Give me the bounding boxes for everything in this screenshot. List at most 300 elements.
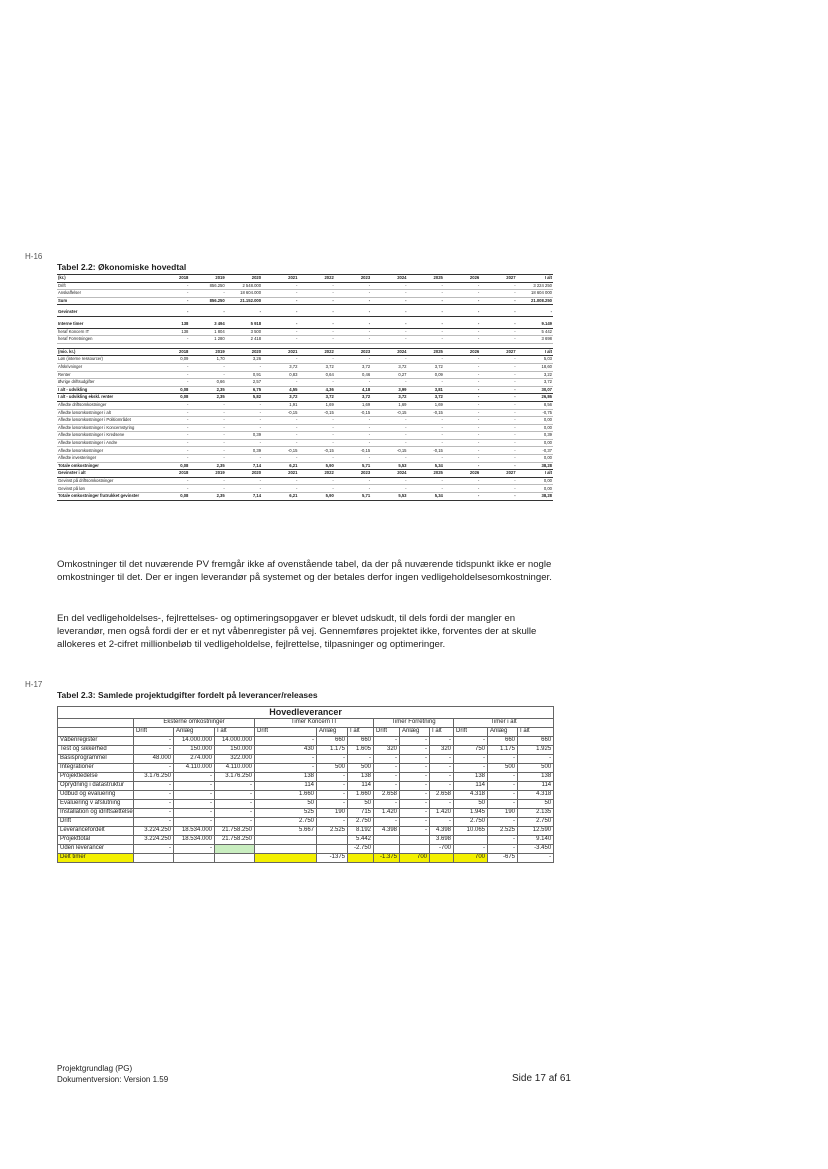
table-cell: 3,72 (408, 394, 444, 402)
table-cell: - (174, 845, 215, 854)
table-cell: 2020 (226, 275, 262, 283)
table-cell: - (480, 356, 516, 364)
table-row (57, 455, 553, 463)
table-cell: -0,15 (262, 447, 298, 455)
table-cell: - (262, 309, 298, 316)
table-cell: - (517, 309, 553, 316)
table-cell: 660 (488, 737, 518, 746)
table-cell: - (298, 290, 334, 298)
table-cell: 0,09 (153, 356, 189, 364)
table-cell: 1 804 (189, 328, 225, 336)
table-row (57, 371, 553, 379)
table-cell: - (335, 417, 371, 425)
table-cell: 2021 (262, 275, 298, 283)
table-cell (215, 845, 255, 854)
table-cell: - (174, 818, 215, 827)
table-cell: 1,69 (335, 401, 371, 409)
table-cell: 5,90 (298, 462, 334, 470)
table-cell: - (262, 439, 298, 447)
table-cell: - (189, 455, 225, 463)
table-cell: - (400, 755, 430, 764)
table-cell: - (174, 809, 215, 818)
table-cell: - (262, 455, 298, 463)
table-cell: - (335, 424, 371, 432)
table-cell: 2.525 (488, 827, 518, 836)
table-row (57, 447, 553, 455)
table-cell: - (335, 290, 371, 298)
column-header: I alt (348, 728, 374, 737)
row-label: (mio. kr.) (57, 348, 153, 356)
table-cell: 2.750 (348, 818, 374, 827)
table-cell: 138 (454, 773, 488, 782)
table-cell: - (488, 845, 518, 854)
table-cell: 18.534.000 (174, 827, 215, 836)
table-cell: - (262, 477, 298, 485)
table-cell: 18.534.000 (174, 836, 215, 845)
table-cell: - (480, 439, 516, 447)
table-cell: - (371, 485, 407, 493)
table-cell: - (298, 424, 334, 432)
corner-cell (58, 728, 134, 737)
table-cell: - (335, 309, 371, 316)
table-cell: 2.750 (255, 818, 317, 827)
table-cell: 2024 (371, 275, 407, 283)
table-cell (374, 845, 400, 854)
table-cell: 21.758.250 (215, 836, 255, 845)
table-row (57, 470, 553, 478)
table-cell: - (480, 462, 516, 470)
table-cell: 3,81 (408, 386, 444, 394)
table-cell: - (174, 782, 215, 791)
table-cell: - (189, 371, 225, 379)
table-cell: 114 (518, 782, 554, 791)
table-cell: - (374, 800, 400, 809)
table-row (57, 309, 553, 316)
table-cell: I alt (517, 275, 553, 283)
table-cell: 2018 (153, 348, 189, 356)
footer-version: Dokumentversion: Version 1.59 (57, 1075, 169, 1084)
table-cell: 2.135 (518, 809, 554, 818)
table-cell: - (430, 773, 454, 782)
table-cell: 2020 (226, 470, 262, 478)
row-label: I alt - udvikling (57, 386, 153, 394)
table-cell: 500 (518, 764, 554, 773)
table-cell: 2025 (408, 470, 444, 478)
table-cell: - (215, 791, 255, 800)
table-cell: - (335, 321, 371, 328)
table-cell: -0,15 (335, 409, 371, 417)
table-cell: - (255, 755, 317, 764)
table-cell: - (488, 782, 518, 791)
table-cell: 2018 (153, 275, 189, 283)
table-cell: 2022 (298, 275, 334, 283)
row-label: Gevinster i alt (57, 470, 153, 478)
table-cell: -0,75 (517, 409, 553, 417)
table-row (58, 827, 554, 836)
table-cell: 0,08 (153, 493, 189, 501)
table-cell: -675 (488, 854, 518, 863)
row-label: Afledte lønomkostninger (57, 447, 153, 455)
row-label: Afledte lønomkostninger i Kredsene (57, 432, 153, 440)
table-cell: - (153, 297, 189, 305)
table-cell: - (488, 818, 518, 827)
table-cell (348, 854, 374, 863)
table-cell: - (480, 290, 516, 298)
table-cell (255, 854, 317, 863)
table-cell: -0,37 (517, 447, 553, 455)
table-cell: - (430, 818, 454, 827)
table-cell: - (153, 379, 189, 387)
table-cell: 3,72 (262, 394, 298, 402)
table-cell: 18 604.000 (226, 290, 262, 298)
table-cell: - (215, 800, 255, 809)
table-cell: - (298, 417, 334, 425)
table-cell: 1.925 (518, 746, 554, 755)
table-cell: - (488, 800, 518, 809)
table-cell: - (298, 297, 334, 305)
table-row (57, 493, 553, 501)
table-cell: 48.000 (134, 755, 174, 764)
table-cell: 50 (454, 800, 488, 809)
table-cell: - (480, 371, 516, 379)
table-cell: 500 (488, 764, 518, 773)
table-cell: 18 604 000 (517, 290, 553, 298)
table-cell: - (408, 379, 444, 387)
table-cell: - (298, 356, 334, 364)
table-cell: 2.750 (454, 818, 488, 827)
table-cell: 3.224.250 (134, 836, 174, 845)
table-cell: - (444, 447, 480, 455)
table-cell: - (134, 809, 174, 818)
table-cell: - (444, 455, 480, 463)
table-row (57, 290, 553, 298)
table-cell: - (371, 417, 407, 425)
table-cell: -0,15 (371, 447, 407, 455)
table-cell: 2025 (408, 275, 444, 283)
table-cell: -0,15 (408, 447, 444, 455)
table-cell: - (430, 782, 454, 791)
table-cell: 700 (454, 854, 488, 863)
row-label: Interne timer (57, 321, 153, 328)
table-cell: 9.149 (517, 321, 553, 328)
table-cell: 1.175 (488, 746, 518, 755)
table-row (57, 424, 553, 432)
table-cell: I alt (517, 470, 553, 478)
table-cell: 1.660 (255, 791, 317, 800)
table-cell: 18,60 (517, 363, 553, 371)
table-cell: - (226, 363, 262, 371)
row-label: Basisprogrammel (58, 755, 134, 764)
table-row (58, 800, 554, 809)
table-cell: 190 (488, 809, 518, 818)
table-cell: - (255, 764, 317, 773)
row-label: Evaluering v afslutning (58, 800, 134, 809)
table-cell: 4.398 (374, 827, 400, 836)
table-cell: - (480, 321, 516, 328)
table-cell: - (444, 462, 480, 470)
table-row (57, 321, 553, 328)
table-cell: - (454, 755, 488, 764)
table-cell: 500 (348, 764, 374, 773)
table-cell: - (153, 290, 189, 298)
column-header: Drift (255, 728, 317, 737)
table-cell: 150.000 (215, 746, 255, 755)
table-cell: 2023 (335, 275, 371, 283)
column-header: Drift (454, 728, 488, 737)
table-cell: - (189, 447, 225, 455)
table-cell: 2019 (189, 348, 225, 356)
table-cell: - (255, 737, 317, 746)
table-cell: - (371, 477, 407, 485)
table-cell: 1,69 (408, 401, 444, 409)
table-cell: 1.420 (430, 809, 454, 818)
row-label: Drift (57, 282, 153, 290)
table-cell: 3,72 (517, 379, 553, 387)
table-cell: - (408, 455, 444, 463)
table-cell: - (189, 401, 225, 409)
row-label: Afledte investeringer (57, 455, 153, 463)
table-cell: - (298, 309, 334, 316)
table-cell: - (408, 282, 444, 290)
table-row (57, 328, 553, 336)
table-cell: 274.000 (174, 755, 215, 764)
corner-cell (58, 719, 134, 728)
row-label: Løn (interne ressourcer) (57, 356, 153, 364)
table-cell: 5,71 (335, 493, 371, 501)
table-caption: Tabel 2.3: Samlede projektudgifter fordelt på leverancer/releases (57, 690, 318, 700)
row-label: Delt timer (58, 854, 134, 863)
table-cell: - (444, 309, 480, 316)
table-cell: - (374, 737, 400, 746)
table-cell: 2023 (335, 348, 371, 356)
table-cell: -0,15 (298, 447, 334, 455)
table-cell: - (444, 432, 480, 440)
table-cell: - (134, 800, 174, 809)
table-cell: 138 (153, 328, 189, 336)
table-cell: - (371, 439, 407, 447)
table-cell: 8,56 (517, 401, 553, 409)
table-cell: - (408, 290, 444, 298)
table-cell: 5 918 (226, 321, 262, 328)
table-row (58, 809, 554, 818)
table-cell: 2024 (371, 470, 407, 478)
table-cell: 0,39 (517, 432, 553, 440)
table-cell: - (153, 363, 189, 371)
table-cell: - (444, 493, 480, 501)
table-cell: 3,22 (517, 371, 553, 379)
table-cell: - (400, 818, 430, 827)
table-cell: -0,15 (335, 447, 371, 455)
table-cell: - (335, 432, 371, 440)
table-cell: 50 (348, 800, 374, 809)
column-header: Drift (134, 728, 174, 737)
table-cell: - (262, 297, 298, 305)
row-label: Afledte lønomkostninger i Koncernstyring (57, 424, 153, 432)
table-cell: 0,46 (335, 371, 371, 379)
table-cell: 5 442 (517, 328, 553, 336)
table-cell: 660 (518, 737, 554, 746)
table-cell: 3 698 (517, 336, 553, 344)
table-cell: - (298, 321, 334, 328)
table-cell: - (335, 455, 371, 463)
table-cell: 3 224 250 (517, 282, 553, 290)
table-cell: - (134, 791, 174, 800)
column-header: Anlæg (317, 728, 348, 737)
table-cell: 2026 (444, 470, 480, 478)
table-cell: 3.698 (430, 836, 454, 845)
table-cell: - (226, 409, 262, 417)
table-cell: 5,34 (408, 493, 444, 501)
table-cell: 4.110.000 (174, 764, 215, 773)
table-cell (255, 845, 317, 854)
table-cell: - (134, 782, 174, 791)
table-cell: 2026 (444, 348, 480, 356)
table-cell: 5,90 (298, 493, 334, 501)
row-label: Afledte lønomkostninger i Politiområdet (57, 417, 153, 425)
table-cell: - (374, 773, 400, 782)
table-cell: 2018 (153, 470, 189, 478)
table-cell: - (480, 417, 516, 425)
row-label: Installation og idriftsættelse (58, 809, 134, 818)
table-cell: - (153, 409, 189, 417)
table-cell: - (480, 424, 516, 432)
table-row (57, 394, 553, 402)
table-cell: 5,03 (517, 356, 553, 364)
table-cell: 0,00 (517, 439, 553, 447)
table-row (58, 764, 554, 773)
table-cell: - (189, 290, 225, 298)
group-header: Timer Forretning (374, 719, 454, 728)
table-cell: - (480, 409, 516, 417)
table-row (57, 409, 553, 417)
table-cell: 3,72 (298, 394, 334, 402)
table-cell: - (226, 439, 262, 447)
table-cell: - (189, 417, 225, 425)
table-cell: - (488, 836, 518, 845)
table-row (57, 297, 553, 305)
table-cell: - (480, 363, 516, 371)
table-cell: - (262, 424, 298, 432)
table-cell: - (444, 409, 480, 417)
table-row (58, 755, 554, 764)
table-cell: - (317, 782, 348, 791)
table-cell: - (408, 477, 444, 485)
table-cell: 3,72 (408, 363, 444, 371)
table-cell: 14.000.000 (215, 737, 255, 746)
table-cell: 1,70 (189, 356, 225, 364)
table-cell: 3,72 (298, 363, 334, 371)
table-cell: - (430, 737, 454, 746)
table-cell: 856.250 (189, 282, 225, 290)
table-caption: Tabel 2.2: Økonomiske hovedtal (57, 262, 187, 272)
table-cell: - (480, 309, 516, 316)
table-cell: 3,72 (371, 363, 407, 371)
table-cell: 6,21 (262, 493, 298, 501)
table-cell: - (298, 328, 334, 336)
table-cell: - (335, 356, 371, 364)
table-cell: - (480, 432, 516, 440)
table-cell: - (153, 432, 189, 440)
deliverables-table (57, 706, 554, 863)
table-cell: - (371, 328, 407, 336)
table-cell: 3,72 (371, 394, 407, 402)
table-cell: 3,72 (262, 363, 298, 371)
row-label: Øvrige driftsudgifter (57, 379, 153, 387)
table-cell: - (444, 371, 480, 379)
table-cell: 2 548.000 (226, 282, 262, 290)
table-cell: 7,14 (226, 462, 262, 470)
table-cell: - (335, 328, 371, 336)
table-cell: - (408, 439, 444, 447)
table-cell: - (371, 432, 407, 440)
table-cell: - (153, 371, 189, 379)
table-cell: 1.605 (348, 746, 374, 755)
table-cell: 2,35 (189, 493, 225, 501)
table-cell: -1.375 (374, 854, 400, 863)
table-cell: 2.750 (518, 818, 554, 827)
table-cell: 525 (255, 809, 317, 818)
row-label: Gevinst på driftsomkostninger (57, 477, 153, 485)
table-cell: - (480, 394, 516, 402)
table-cell: 2027 (480, 470, 516, 478)
page-number: Side 17 af 61 (512, 1073, 571, 1084)
table-row (57, 379, 553, 387)
table-cell: 0,64 (298, 371, 334, 379)
table-cell: - (335, 485, 371, 493)
table-cell: - (262, 321, 298, 328)
table-cell: - (371, 309, 407, 316)
table-cell: - (400, 791, 430, 800)
table-cell: 0,39 (226, 432, 262, 440)
table-cell: - (480, 386, 516, 394)
column-header: Anlæg (174, 728, 215, 737)
table-cell: 26,86 (517, 394, 553, 402)
table-cell: - (408, 432, 444, 440)
table-cell: - (134, 818, 174, 827)
table-cell: - (317, 755, 348, 764)
group-header: Timer i alt (454, 719, 554, 728)
table-cell: 2.525 (317, 827, 348, 836)
table-cell: - (430, 800, 454, 809)
table-cell: - (371, 424, 407, 432)
table-cell: I alt (517, 348, 553, 356)
table-cell: - (153, 309, 189, 316)
table-cell: - (371, 336, 407, 344)
table-cell (255, 836, 317, 845)
table-cell: - (226, 417, 262, 425)
row-label: Totale omkostninger fratrukket gevinster (57, 493, 153, 501)
column-header: Drift (374, 728, 400, 737)
table-cell: 50 (518, 800, 554, 809)
footer-title: Projektgrundlag (PG) (57, 1064, 133, 1073)
table-cell: - (480, 447, 516, 455)
table-cell: 14.000.000 (174, 737, 215, 746)
table-cell: 5,71 (335, 462, 371, 470)
table-cell: 2 418 (226, 336, 262, 344)
table-cell: - (488, 773, 518, 782)
table-cell: 0,00 (517, 424, 553, 432)
table-cell (317, 845, 348, 854)
table-cell: - (174, 791, 215, 800)
row-label: heraf Forretningen (57, 336, 153, 344)
row-label: (kr.) (57, 275, 153, 283)
table-cell: - (134, 764, 174, 773)
table-cell: - (335, 439, 371, 447)
row-label: Anskaffelser (57, 290, 153, 298)
table-cell: - (189, 409, 225, 417)
table-cell: 2027 (480, 348, 516, 356)
table-cell: 8.192 (348, 827, 374, 836)
